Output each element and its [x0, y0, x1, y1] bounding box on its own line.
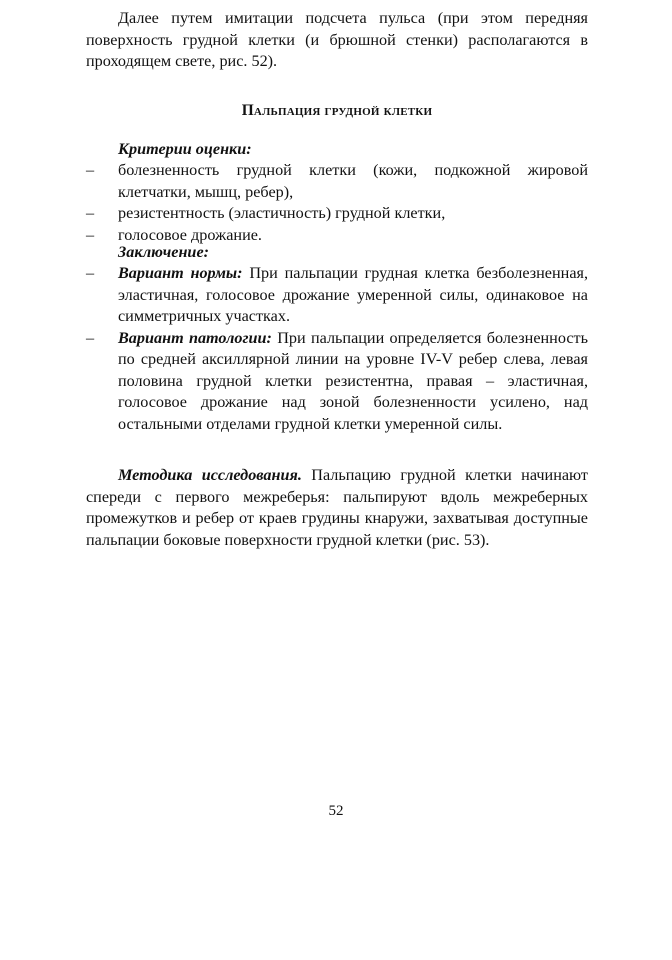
- criteria-item-text: резистентность (эластичность) грудной клетки,: [118, 204, 446, 222]
- method-label: Методика исследования.: [118, 466, 302, 484]
- method-text: Пальпацию грудной клетки начинают спереди с первого межреберья: пальпируют вдоль межреберных промежутков и ребер от краев грудины кнаружи, захватывая доступные пальпации боковые поверхности грудной клетки (рис. 53).: [86, 466, 588, 549]
- norm-variant-label: Вариант нормы:: [118, 264, 243, 282]
- criteria-item-text: голосовое дрожание.: [118, 225, 262, 244]
- conclusion-title: Заключение:: [118, 243, 210, 261]
- intro-paragraph: Далее путем имитации подсчета пульса (при этом передняя поверхность грудной клетки (и брюшной стенки) располагаются в проходящем свете, рис. 52).: [86, 9, 588, 70]
- list-item: [86, 263, 588, 328]
- list-item: [86, 203, 588, 225]
- method-paragraph: [86, 465, 588, 551]
- list-item: [86, 328, 588, 436]
- pathology-variant-text: При пальпации определяется болезненность по средней аксиллярной линии на уровне IV-V ребер слева, левая половина грудной клетки резистентна, правая – эластичная, голосовое дрожание над зоной болезненности усилено, над остальными отделами грудной клетки умеренной силы.: [118, 328, 588, 433]
- list-item: [86, 160, 588, 203]
- dash-marker: –: [86, 204, 95, 222]
- dash-marker: –: [86, 264, 95, 282]
- norm-variant-text: При пальпации грудная клетка безболезненная, эластичная, голосовое дрожание умеренной силы, одинаковое на симметричных участках.: [118, 264, 589, 325]
- criteria-title: Критерии оценки:: [118, 140, 252, 158]
- criteria-item-text: болезненность грудной клетки (кожи, подкожной жировой клетчатки, мышц, ребер),: [118, 161, 588, 201]
- conclusion-list: [86, 263, 588, 435]
- dash-marker: –: [86, 161, 95, 179]
- pathology-variant-label: Вариант патологии:: [118, 328, 272, 347]
- page-number: 52: [328, 803, 344, 819]
- criteria-list: [86, 160, 588, 246]
- dash-marker: –: [86, 225, 95, 244]
- section-heading: Пальпация грудной клетки: [241, 102, 433, 119]
- dash-marker: –: [86, 328, 95, 347]
